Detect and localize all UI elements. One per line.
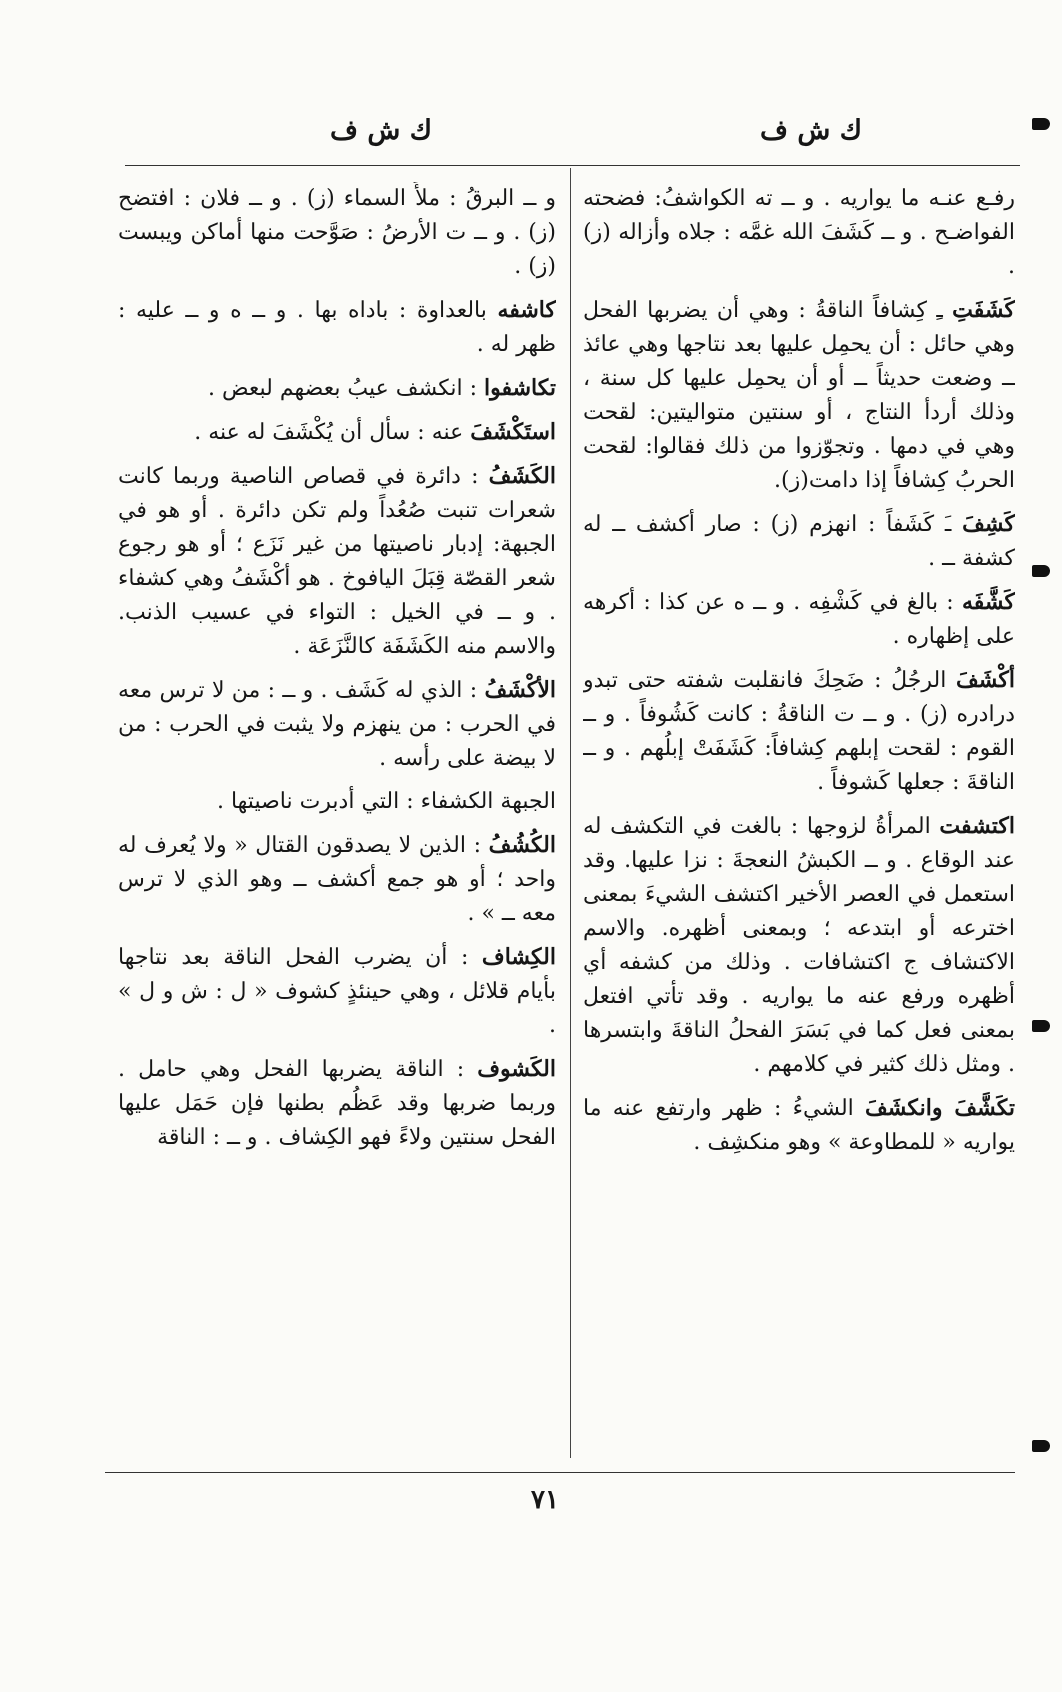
dictionary-entry [118, 293, 556, 362]
entry-headword: كَشَّفَه [961, 589, 1015, 615]
entry-headword: تكاشفوا [483, 375, 556, 401]
page-number: ٧١ [531, 1485, 559, 1515]
entry-headword: كَشَفَتِ [952, 297, 1015, 323]
entry-definition: عنه : سأل أن يُكْشَفَ له عنه . [194, 420, 471, 445]
dictionary-entry [118, 1052, 556, 1155]
dictionary-entry [118, 673, 556, 776]
dictionary-entry [118, 785, 556, 819]
entry-headword: تكَشَّفَ وانكشَفَ [865, 1095, 1015, 1121]
dictionary-entry [118, 459, 556, 664]
entry-headword: كاشفه [497, 297, 556, 323]
dictionary-entry [583, 585, 1015, 654]
bottom-rule [105, 1472, 1015, 1473]
entry-definition: ـِ كِشافاً الناقةُ : وهي أن يضربها الفحل وهي حائل : أن يحمِل عليها بعد نتاجها وهي عائذ ــ وضعت حديثاً ــ أو أن يحمِل عليها كل سنة ، وذلك أردأ النتاج ، أو سنتين متواليتين: لقحت وهي في دمها . وتجوّزوا من ذلك فقالوا: لقحت الحربُ كِشافاً إذا دامت(ز). [583, 298, 1015, 493]
page-header-right: ك ش ف [760, 115, 863, 146]
right-column [583, 182, 1015, 1462]
entry-headword: الكُشُفُ [488, 832, 556, 858]
entry-headword: الكَشَفُ [488, 463, 556, 489]
left-column [118, 182, 556, 1462]
dictionary-entry [583, 1091, 1015, 1160]
entry-headword: الكَشوف [477, 1056, 556, 1082]
entry-definition: الشيءُ : ظهر وارتفع عنه ما يواريه « للمطاوعة » وهو منكشِف . [583, 1096, 1015, 1155]
dictionary-entry [118, 182, 556, 284]
margin-mark [1032, 1440, 1050, 1452]
dictionary-entry [583, 809, 1015, 1082]
dictionary-entry [118, 828, 556, 931]
entry-definition: : الذي له كَشَف . و ــ : من لا ترس معه في الحرب : من ينهزم ولا يثبت في الحرب : من لا بيضة على رأسه . [118, 678, 556, 771]
entry-definition: : الذين لا يصدقون القتال « ولا يُعرف له واحد ؛ أو هو جمع أكشف ــ وهو الذي لا ترس معه ــ » . [118, 833, 556, 926]
entry-definition: ـَ كَشَفاً : انهزم (ز) : صار أكشف ــ له كشفة ــ . [583, 512, 1015, 571]
dictionary-entry [583, 293, 1015, 498]
entry-definition: رفـع عنـه ما يواريه . و ــ ته الكواشفُ: فضحته الفواضـح . و ــ كَشَفَ الله غمَّه : جلاه وأزاله (ز) . [583, 186, 1015, 279]
margin-mark [1032, 565, 1050, 577]
entry-definition: : الناقة يضربها الفحل وهي حامل . وربما ضربها وقد عَظُم بطنها فإن حَمَل عليها الفحل سنتين ولاءً فهو الكِشاف . و ــ : الناقة [118, 1057, 556, 1150]
margin-mark [1032, 1020, 1050, 1032]
entry-headword: أكْشَفَ [956, 667, 1015, 693]
entry-definition: : انكشف عيبُ بعضهم لبعض . [207, 376, 484, 401]
entry-headword: الكِشاف [481, 944, 556, 970]
entry-headword: الأكْشَفُ [484, 677, 556, 703]
entry-headword: اكتشفت [939, 813, 1015, 839]
entry-definition: و ــ البرقُ : ملأَ السماء (ز) . و ــ فلان : افتضح (ز) . و ــ ت الأرضُ : صَوَّحت منها أماكن ويبست (ز) . [118, 186, 556, 279]
dictionary-entry [583, 507, 1015, 576]
entry-definition: : بالغ في كَشْفِه . و ــ ه عن كذا : أكرهه على إظهاره . [583, 590, 1015, 649]
entry-definition: : أن يضرب الفحل الناقة بعد نتاجها بأيام قلائل ، وهي حينئذٍ كشوف « ل : ش و ل » . [118, 945, 556, 1038]
entry-headword: كَشِفَ [962, 511, 1015, 537]
dictionary-entry [118, 940, 556, 1043]
top-rule [125, 165, 1020, 166]
entry-headword: استَكْشَفَ [470, 419, 556, 445]
margin-mark [1032, 118, 1050, 130]
page-header-left: ك ش ف [330, 115, 433, 146]
column-divider [570, 168, 571, 1458]
dictionary-entry [118, 415, 556, 450]
dictionary-entry [583, 663, 1015, 800]
dictionary-entry [118, 371, 556, 406]
dictionary-entry [583, 182, 1015, 284]
entry-definition: الجبهة الكشفاء : التي أدبرت ناصيتها . [216, 789, 556, 814]
entry-definition: بالعداوة : باداه بها . و ــ ه و ــ عليه : ظهر له . [118, 298, 556, 357]
entry-definition: الرجُلُ : ضَحِكَ فانقلبت شفته حتى تبدو درادره (ز) . و ــ ت الناقةُ : كانت كَشُوفاً . و ــ القوم : لقحت إبلهم كِشافاً: كَشَفَتْ إبلُهم . و ــ الناقةَ : جعلها كَشوفاً . [583, 668, 1015, 795]
entry-definition: المرأةُ لزوجها : بالغت في التكشف له عند الوقاع . و ــ الكبشُ النعجةَ : نزا عليها. وقد استعمل في العصر الأخير اكتشف الشيءَ بمعنى اخترعه أو ابتدعه ؛ وبمعنى أظهره. والاسم الاكتشاف ج اكتشافات . وذلك من كشفه أي أظهره ورفع عنه ما يواريه . وقد تأتي افتعل بمعنى فعل كما في بَسَرَ الفحلُ الناقةَ وابتسرها . ومثل ذلك كثير في كلامهم . [583, 814, 1015, 1077]
entry-definition: : دائرة في قصاص الناصية وربما كانت شعرات تنبت صُعُداً ولم تكن دائرة . أو هو في الجبهة: إدبار ناصيتها من غير نَزَع ؛ أو هو رجوع شعر القصّة قِبَلَ اليافوخ . هو أكْشَفُ وهي كشفاء . و ــ في الخيل : التواء في عسيب الذنب. والاسم منه الكَشَفَة كالنَّزَعَة . [118, 464, 556, 659]
